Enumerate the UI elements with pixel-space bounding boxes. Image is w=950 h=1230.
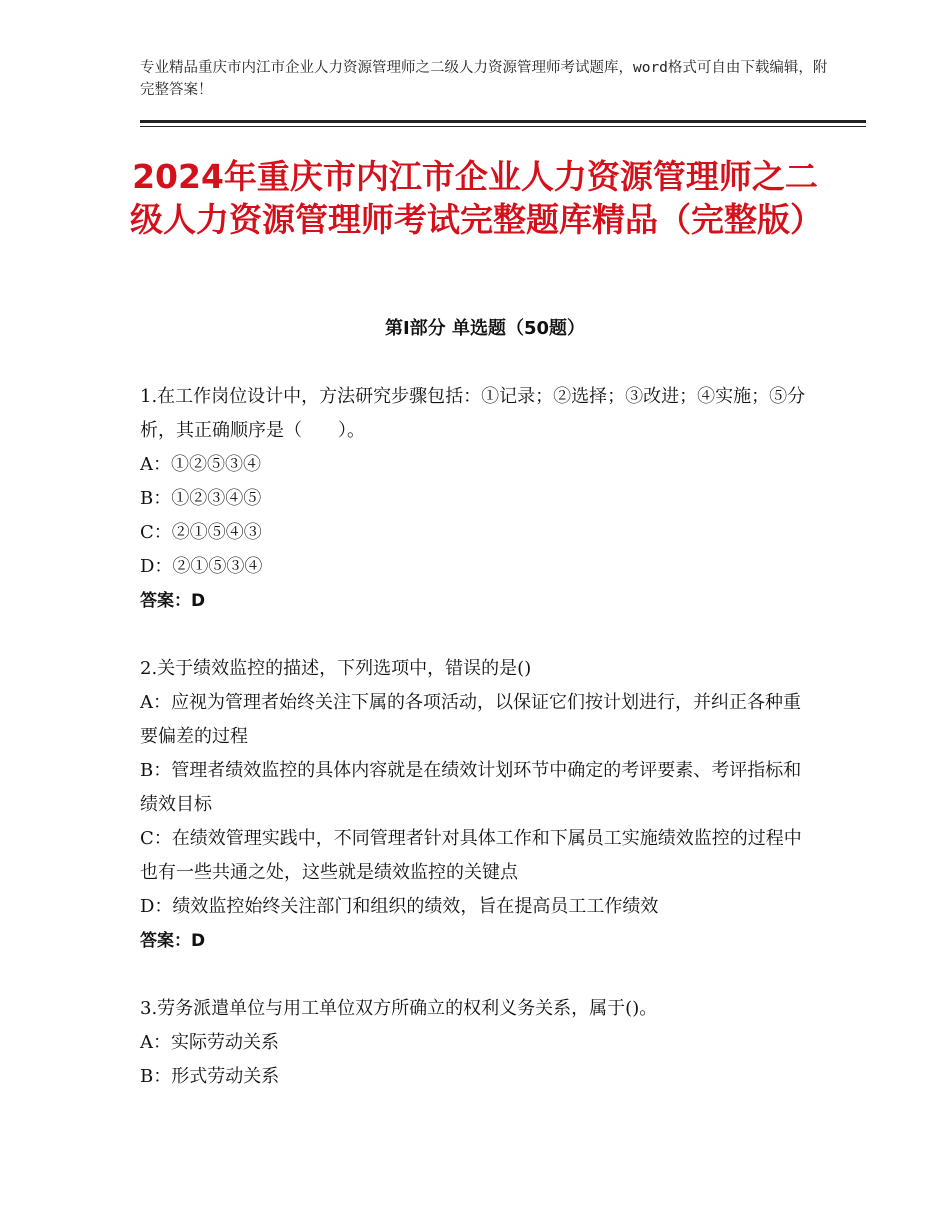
option-c: C：在绩效管理实践中，不同管理者针对具体工作和下属员工实施绩效监控的过程中也有一些共通之处，这些就是绩效监控的关键点 xyxy=(140,828,802,883)
option-d: D：②①⑤③④ xyxy=(140,556,263,577)
question-stem: 2.关于绩效监控的描述，下列选项中，错误的是() xyxy=(140,658,532,679)
option-d: D：绩效监控始终关注部门和组织的绩效，旨在提高员工工作绩效 xyxy=(140,896,659,917)
answer-label: 答案：D xyxy=(140,591,206,611)
option-b: B：①②③④⑤ xyxy=(140,488,262,509)
question-3 xyxy=(140,992,810,1094)
option-a: A：实际劳动关系 xyxy=(140,1032,279,1053)
option-b: B：形式劳动关系 xyxy=(140,1066,280,1087)
option-b: B：管理者绩效监控的具体内容就是在绩效计划环节中确定的考评要素、考评指标和绩效目标 xyxy=(140,760,802,815)
section-heading: 第Ⅰ部分 单选题（50题） xyxy=(384,318,585,339)
header-note: 专业精品重庆市内江市企业人力资源管理师之二级人力资源管理师考试题库，word格式可自由下载编辑，附完整答案！ xyxy=(140,60,828,98)
question-2 xyxy=(140,652,810,958)
answer-label: 答案：D xyxy=(140,931,206,951)
document-title: 2024年重庆市内江市企业人力资源管理师之二级人力资源管理师考试完整题库精品（完整版） xyxy=(130,157,823,239)
question-stem: 1.在工作岗位设计中，方法研究步骤包括：①记录；②选择；③改进；④实施；⑤分析，其正确顺序是（ ）。 xyxy=(140,386,806,441)
question-list xyxy=(140,380,810,1128)
header-rule-thick xyxy=(140,120,866,123)
question-1 xyxy=(140,380,810,618)
option-a: A：应视为管理者始终关注下属的各项活动，以保证它们按计划进行，并纠正各种重要偏差的过程 xyxy=(140,692,801,747)
question-stem: 3.劳务派遣单位与用工单位双方所确立的权利义务关系，属于()。 xyxy=(140,998,658,1019)
option-a: A：①②⑤③④ xyxy=(140,454,261,475)
option-c: C：②①⑤④③ xyxy=(140,522,262,543)
header-rule-thin xyxy=(140,126,866,127)
